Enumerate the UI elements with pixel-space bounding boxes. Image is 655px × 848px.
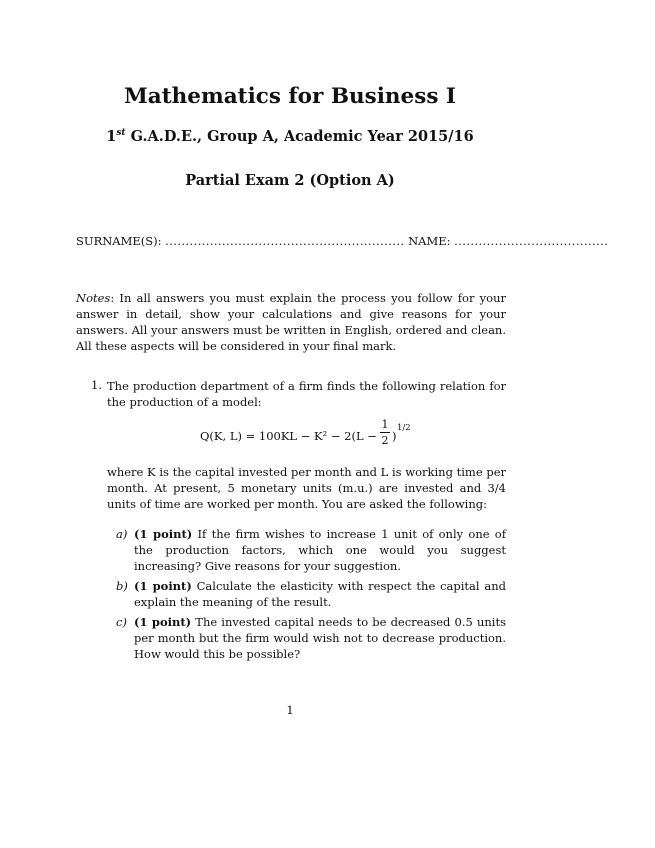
course-info: G.A.D.E., Group A, Academic Year 2015/16 [125,128,474,145]
notes-label: Notes [76,291,111,305]
course-subtitle [0,128,580,145]
fraction-bar [380,432,390,433]
surname-field: ........................................................... [165,234,405,248]
name-label: NAME: [408,234,451,248]
subquestion-text [134,614,506,662]
subquestion-label: b) [116,579,128,593]
question-intro: The production department of a firm finds the following relation for the production of a model: [107,379,506,409]
question-number: 1. [91,378,102,392]
question-description: where K is the capital invested per month and L is working time per month. At present, 5 monetary units (m.u.) are invested and 3/4 units of time are worked per month. You are asked the following: [107,465,506,511]
exam-title: Partial Exam 2 (Option A) [185,172,395,189]
formula-lhs: Q(K, L) = 100KL − K² − 2(L − [200,429,377,443]
subquestion-points: (1 point) [134,527,193,541]
formula-close-paren: ) [392,429,397,443]
formula-fraction [380,418,390,447]
subquestion-label: c) [116,615,127,629]
surname-label: SURNAME(S): [76,234,162,248]
formula-exponent: 1/2 [397,423,411,433]
page-title: Mathematics for Business I [124,84,456,109]
subquestion-label: a) [116,527,128,541]
page-number: 1 [286,703,294,717]
notes-paragraph [76,290,506,354]
subquestion-body: The invested capital needs to be decreased 0.5 units per month but the firm would wish not to decrease production. How would this be possible? [134,615,506,661]
subquestion-text [134,526,506,574]
student-fields [76,234,608,248]
subquestion-body: If the firm wishes to increase 1 unit of only one of the production factors, which one would you suggest increasing? Give reasons for your suggestion. [134,527,506,573]
subquestion-text [134,578,506,610]
subquestion-body: Calculate the elasticity with respect the capital and explain the meaning of the result. [134,579,506,609]
subquestion-points: (1 point) [134,579,192,593]
course-ordinal-suffix: st [116,128,126,139]
name-field: ...................................... [454,234,609,248]
subquestion-points: (1 point) [134,615,192,629]
fraction-numerator: 1 [381,418,389,431]
course-ordinal: 1 [106,128,117,145]
notes-text: : In all answers you must explain the process you follow for your answer in detail, show your calculations and give reasons for your answers. All your answers must be written in English, ordered and clean. All these aspects will be considered in your final mark. [76,291,506,353]
fraction-denominator: 2 [381,434,389,447]
